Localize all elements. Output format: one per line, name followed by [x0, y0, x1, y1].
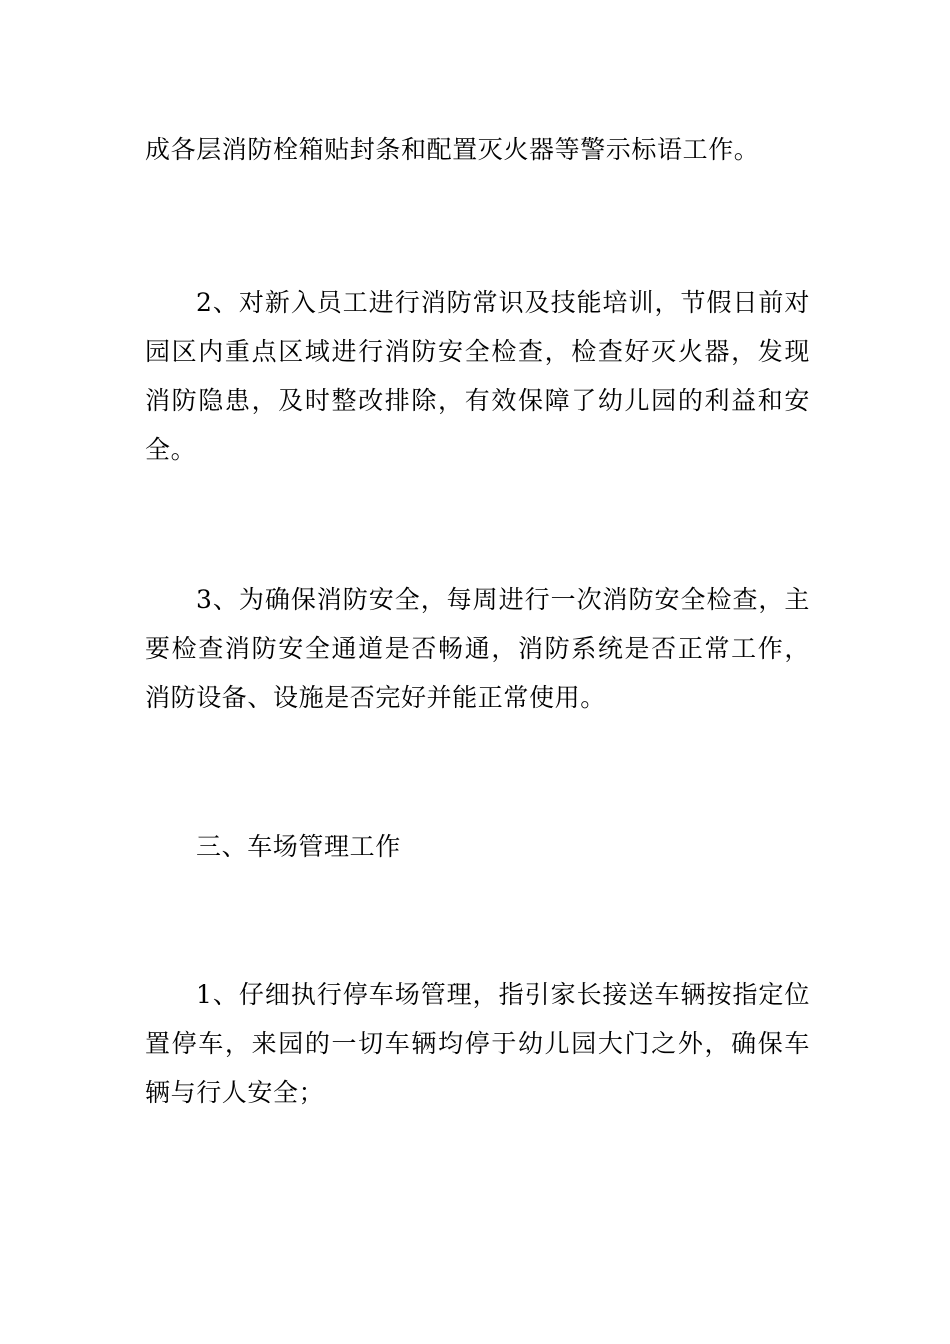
paragraph-weekly-inspection: 3、为确保消防安全，每周进行一次消防安全检查，主要检查消防安全通道是否畅通，消防系统是否正常工作，消防设备、设施是否完好并能正常使用。: [145, 585, 810, 712]
paragraph-continuation: 成各层消防栓箱贴封条和配置灭火器等警示标语工作。: [145, 135, 760, 164]
section-heading-parking: 三、车场管理工作: [196, 832, 401, 861]
paragraph-parking-management: 1、仔细执行停车场管理，指引家长接送车辆按指定位置停车，来园的一切车辆均停于幼儿园大门之外，确保车辆与行人安全；: [145, 980, 810, 1107]
paragraph-fire-training: 2、对新入员工进行消防常识及技能培训，节假日前对园区内重点区域进行消防安全检查，检查好灭火器，发现消防隐患，及时整改排除，有效保障了幼儿园的利益和安全。: [145, 288, 810, 464]
